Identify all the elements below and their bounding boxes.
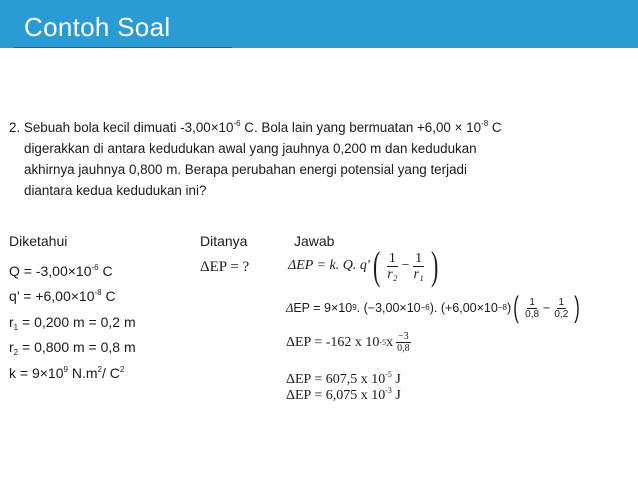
asked-quantity: ΔEP = ? xyxy=(200,259,250,275)
heading-diketahui: Diketahui xyxy=(9,233,68,249)
formula-lhs: ΔEP = k. Q. q′ xyxy=(288,258,370,273)
problem-line-1: 2. Sebuah bola kecil dimuati $-3,00\times 10^{-6}$ C. Bola lain yang bermuatan $+6,00 \times 10^{-8}$ C xyxy=(9,119,502,135)
given-r1: $r_1 = 0,200$ m = 0,2 m xyxy=(9,313,136,332)
left-paren: ( xyxy=(372,243,381,288)
fraction-1-over-0-2: $\frac{1}{0,2}$ xyxy=(554,296,569,320)
right-paren: ) xyxy=(430,243,439,288)
given-k: $k = 9\times 10^9$ $N.m^2/$ $C^2$ xyxy=(9,364,125,381)
result-2: ΔEP = 6,075 x $10^{-3}$ J xyxy=(286,386,401,403)
calculation-step-1: Δ EP = 9×10 9 . (−3,00×10 −6 ). (+6,00×10 −8 ) ( $\frac{1}{0,8}$ − $\frac{1}{0,2}$ ) xyxy=(286,291,581,324)
minus-sign: − xyxy=(401,258,410,273)
heading-jawab: Jawab xyxy=(294,233,335,249)
title-underline xyxy=(14,47,232,48)
given-q: $Q = -3,00\times 10^{-6}$ C xyxy=(9,263,113,279)
calculation-step-2: ΔEP = -162 x 10 -5 x $\frac{-3}{0,8}$ xyxy=(286,331,410,354)
problem-line-2: digerakkan di antara kedudukan awal yang jauhnya 0,200 m dan kedudukan xyxy=(24,141,477,156)
given-r2: $r_2 = 0,800$ m = 0,8 m xyxy=(9,339,136,358)
fraction-1-over-r1: $\frac{1}{\text{r₁}}$ xyxy=(413,250,424,282)
fraction-1-over-r2: $\frac{1}{\text{r₂}}$ xyxy=(387,250,398,282)
problem-line-3: akhirnya jauhnya 0,800 m. Berapa perubahan energi potensial yang terjadi xyxy=(24,162,467,177)
given-q-prime: q’ = $+6,00\times 10^{-8}$ C xyxy=(9,288,116,305)
problem-line-4: diantara kedua kedudukan ini? xyxy=(24,183,207,198)
slide-title: Contoh Soal xyxy=(24,12,171,42)
given-list xyxy=(9,259,136,386)
formula-ep xyxy=(288,243,441,288)
result-1: ΔEP = 607,5 x $10^{-5}$ J xyxy=(286,370,401,387)
fraction-1-over-0-8: $\frac{1}{0,8}$ xyxy=(525,296,540,320)
problem-statement xyxy=(9,117,621,201)
fraction-neg3-over-0-8: $\frac{-3}{0,8}$ xyxy=(397,331,410,354)
heading-ditanya: Ditanya xyxy=(200,233,248,249)
